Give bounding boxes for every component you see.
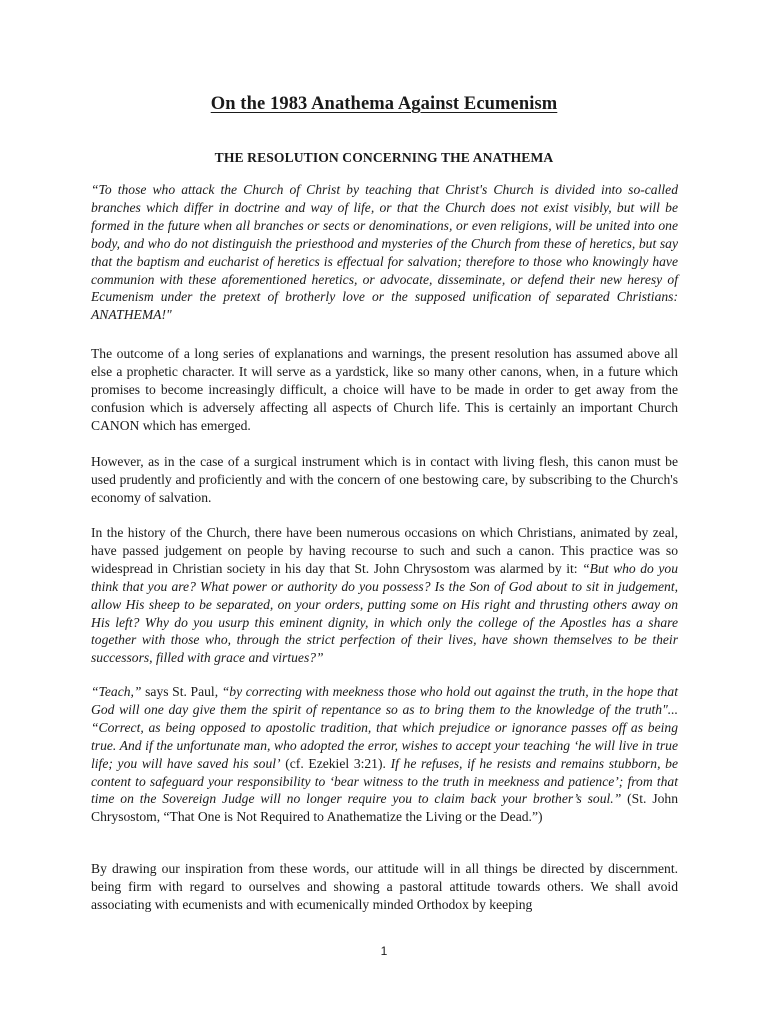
body-paragraph-teach — [91, 683, 678, 826]
body-paragraph-discernment: By drawing our inspiration from these words, our attitude will in all things be directed by discernment. being firm with regard to ourselves and showing a pastoral attitude towards others. We shall avoid associating with ecumenists and with ecumenically minded Orthodox by keeping — [91, 861, 678, 912]
body-paragraph-surgical-instrument: However, as in the case of a surgical instrument which is in contact with living flesh, this canon must be used prudently and proficiently and with the concern of one bestowing care, by subscribing to the Church's economy of salvation. — [91, 454, 678, 505]
st-paul-quote: “by correcting with meekness those who hold out against the truth, in the hope that God will one day give them the spirit of repentance so as to bring them to the knowledge of the truth"... “Correct, as being opposed to apostolic tradition, that which prejudice or ignorance passes off as being true. And if the unfortunate man, who adopted the error, wishes to accept your teaching ‘he will live in true life; you will have saved his soul’ — [91, 684, 678, 771]
history-text: In the history of the Church, there have been numerous occasions on which Christians, animated by zeal, have passed judgement on people by having recourse to such and such a canon. This practice was so widespread in Christian society in his day that St. John Chrysostom was alarmed by it: — [91, 525, 678, 576]
document-title: On the 1983 Anathema Against Ecumenism — [210, 94, 558, 114]
refuses-quote: If he refuses, if he resists and remains stubborn, be content to safeguard your responsibility to ‘bear witness to the truth in meekness and patience’; from that time on the Sovereign Judge will no longer require you to claim back your brother’s soul.” — [91, 755, 678, 807]
section-heading: THE RESOLUTION CONCERNING THE ANATHEMA — [214, 150, 554, 165]
teach-quote-word: “Teach,” — [91, 684, 142, 699]
body-paragraph-history — [91, 524, 678, 667]
chrysostom-quote: “But who do you think that you are? What power or authority do you possess? Is the Son of God about to sit in judgement, allow His sheep to be separated, on your orders, putting some on His right and thrusting others away on His left? Why do you usurp this eminent dignity, in which only the college of the Apostles has a share together with those who, through the strict perfection of their lives, have shown themselves to be their successors, filled with grace and virtues?” — [91, 560, 679, 666]
ezekiel-reference: (cf. Ezekiel 3:21). — [280, 755, 391, 771]
anathema-quote-paragraph: “To those who attack the Church of Christ by teaching that Christ's Church is divided into so-called branches which differ in doctrine and way of life, or that the Church does not exist visibly, but will be formed in the future when all branches or sects or denominations, or even religions, will be united into one body, and who do not distinguish the priesthood and mysteries of the Church from these of heretics, but say that the baptism and eucharist of heretics is effectual for salvation; therefore to those who knowingly have communion with these aforementioned heretics, or advocate, disseminate, or defend their new heresy of Ecumenism under the pretext of brotherly love or the supposed unification of separated Christians: ANATHEMA!" — [91, 182, 678, 323]
chrysostom-citation: (St. John Chrysostom, “That One is Not Required to Anathematize the Living or the Dead.”) — [91, 791, 678, 825]
says-st-paul-text: says St. Paul, — [141, 684, 222, 699]
body-paragraph-outcome: The outcome of a long series of explanations and warnings, the present resolution has assumed above all else a prophetic character. It will serve as a yardstick, like so many other canons, when, in a future which promises to become increasingly difficult, a choice will have to be made in order to get away from the confusion which is adversely affecting all aspects of Church life. This is certainly an important Church CANON which has emerged. — [91, 346, 678, 433]
page-number: 1 — [380, 944, 388, 958]
